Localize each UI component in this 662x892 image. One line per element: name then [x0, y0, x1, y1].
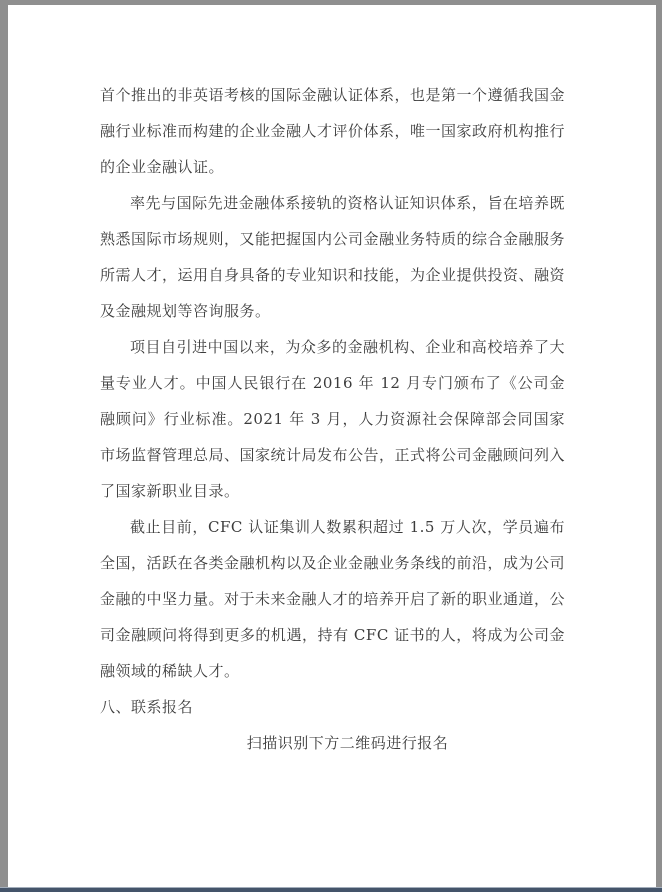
window-bottom-edge [0, 887, 662, 892]
paragraph-project-history[interactable]: 项目自引进中国以来，为众多的金融机构、企业和高校培养了大量专业人才。中国人民银行在 2016 年 12 月专门颁布了《公司金融顾问》行业标准。2021 年 3 月，人力资源社会保障部会同国家市场监督管理总局、国家统计局发布公告，正式将公司金融顾问列入了国家新职业目录。 [100, 338, 566, 500]
paragraph-current-status[interactable]: 截止目前，CFC 认证集训人数累积超过 1.5 万人次，学员遍布全国，活跃在各类金融机构以及企业金融业务条线的前沿，成为公司金融的中坚力量。对于未来金融人才的培养开启了新的职业通道，公司金融顾问将得到更多的机遇，持有 CFC 证书的人，将成为公司金融领域的稀缺人才。 [100, 518, 566, 680]
paragraph-certification-system[interactable]: 首个推出的非英语考核的国际金融认证体系，也是第一个遵循我国金融行业标准而构建的企业金融人才评价体系，唯一国家政府机构推行的企业金融认证。 [100, 86, 566, 176]
document-page[interactable] [8, 5, 656, 888]
qr-code-instruction[interactable]: 扫描识别下方二维码进行报名 [246, 734, 449, 752]
page-content [8, 5, 656, 761]
section-heading-contact-registration[interactable]: 八、联系报名 [100, 698, 194, 716]
paragraph-knowledge-system[interactable]: 率先与国际先进金融体系接轨的资格认证知识体系，旨在培养既熟悉国际市场规则，又能把握国内公司金融业务特质的综合金融服务所需人才，运用自身具备的专业知识和技能，为企业提供投资、融资及金融规划等咨询服务。 [100, 194, 566, 320]
